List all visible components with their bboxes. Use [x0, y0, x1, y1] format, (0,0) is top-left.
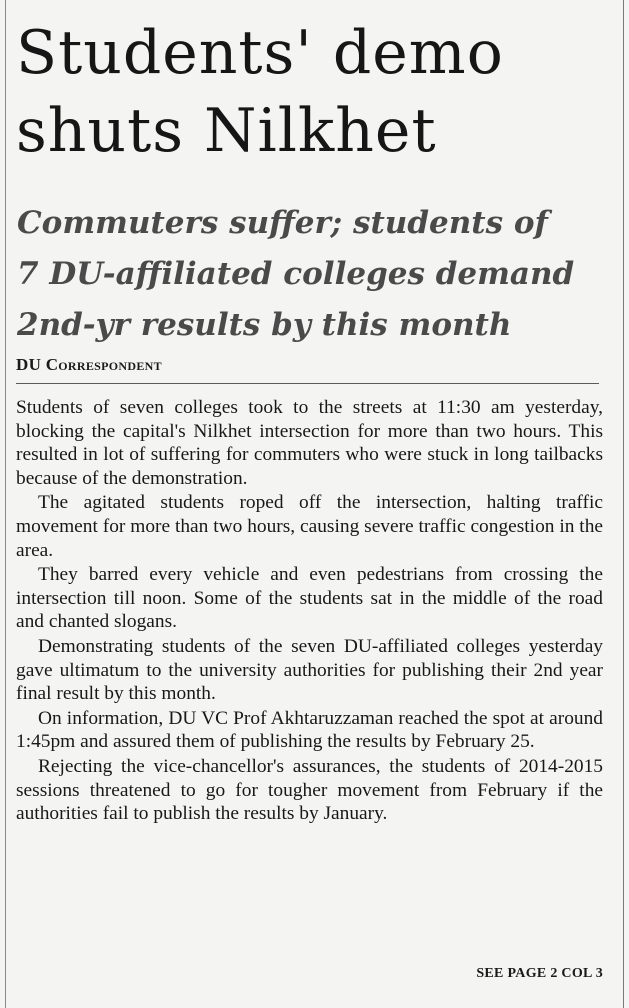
article-body [16, 396, 603, 827]
headline-line: Students' demo [16, 18, 504, 88]
article-paragraph: On information, DU VC Prof Akhtaruzzaman reached the spot at around 1:45pm and assured them of publishing the results by February 25. [16, 707, 603, 753]
column-left-rule [5, 0, 6, 1008]
article-paragraph: Rejecting the vice-chancellor's assurances, the students of 2014-2015 sessions threatened to go for tougher movement from February if the authorities fail to publish the results by January. [16, 755, 603, 825]
column-right-rule [623, 0, 624, 1008]
article-paragraph: They barred every vehicle and even pedestrians from crossing the intersection till noon. Some of the students sat in the middle of the road and chanted slogans. [16, 564, 603, 633]
article-paragraph: The agitated students roped off the intersection, halting traffic movement for more than two hours, causing severe traffic congestion in the area. [16, 492, 603, 561]
byline-divider [16, 383, 599, 384]
subheadline-line: 2nd-yr results by this month [17, 307, 512, 343]
article-paragraph: Students of seven colleges took to the streets at 11:30 am yesterday, blocking the capital's Nilkhet intersection for more than two hours. This resulted in lot of suffering for commuters who were stuck in long tailbacks because of the demonstration. [16, 397, 603, 489]
headline-line: shuts Nilkhet [16, 96, 437, 166]
article-paragraph: Demonstrating students of the seven DU-affiliated colleges yesterday gave ultimatum to the university authorities for publishing their 2nd year final result by this month. [16, 635, 603, 705]
byline: DU Correspondent [16, 355, 162, 374]
subheadline-line: Commuters suffer; students of [17, 205, 548, 241]
continued-on-page-note: SEE PAGE 2 COL 3 [476, 966, 603, 981]
subheadline [17, 198, 617, 351]
subheadline-line: 7 DU-affiliated colleges demand [17, 256, 575, 292]
headline [16, 14, 620, 170]
